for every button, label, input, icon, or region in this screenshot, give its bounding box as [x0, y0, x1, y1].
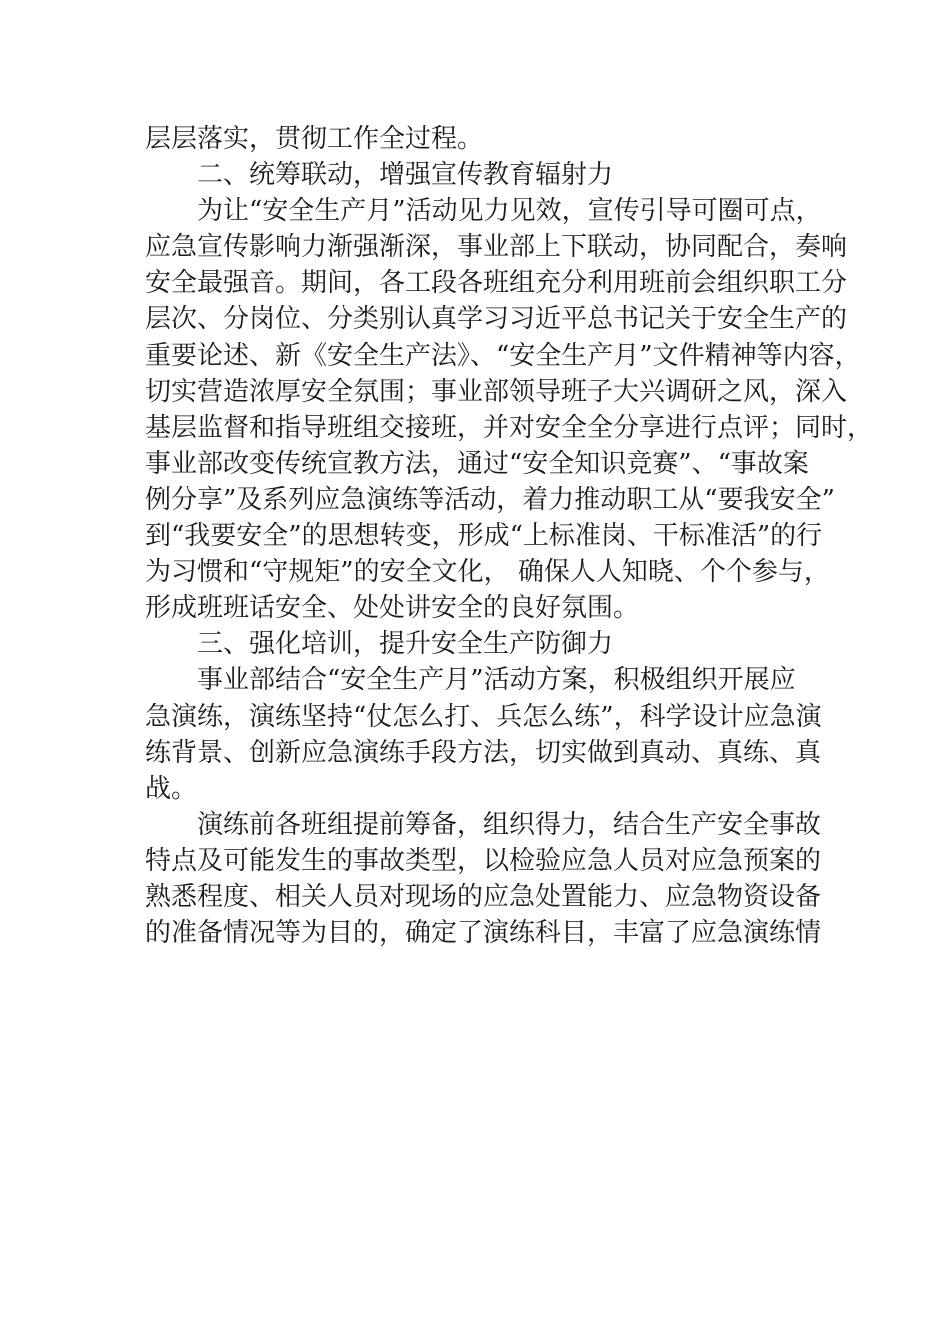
text-line: 战。	[145, 773, 198, 804]
text-line: 形成班班话安全、处处讲安全的良好氛围。	[145, 593, 640, 624]
text-line: 演练前各班组提前筹备，组织得力，结合生产安全事故	[197, 809, 822, 840]
text-line: 急演练，演练坚持“仗怎么打、兵怎么练”，科学设计应急演	[145, 701, 822, 732]
text-line: 到“我要安全”的思想转变，形成“上标准岗、干标准活”的行	[145, 521, 823, 552]
text-line: 的准备情况等为目的，确定了演练科目，丰富了应急演练情	[145, 918, 822, 949]
text-line: 事业部结合“安全生产月”活动方案，积极组织开展应	[197, 665, 796, 696]
text-line: 基层监督和指导班组交接班，并对安全全分享进行点评；同时，	[145, 412, 874, 443]
text-line: 为让“安全生产月”活动见力见效，宣传引导可圈可点，	[197, 196, 822, 227]
body-text	[145, 121, 874, 951]
text-line: 特点及可能发生的事故类型，以检验应急人员对应急预案的	[145, 845, 822, 876]
text-line: 二、统筹联动，增强宣传教育辐射力	[197, 160, 614, 191]
text-line: 例分享”及系列应急演练等活动，着力推动职工从“要我安全”	[145, 484, 835, 515]
text-line: 安全最强音。期间，各工段各班组充分利用班前会组织职工分	[145, 268, 848, 299]
text-line: 层次、分岗位、分类别认真学习习近平总书记关于安全生产的	[145, 304, 848, 335]
text-line: 三、强化培训，提升安全生产防御力	[197, 629, 614, 660]
text-line: 为习惯和“守规矩”的安全文化， 确保人人知晓、个个参与，	[145, 557, 830, 588]
text-line: 层层落实，贯彻工作全过程。	[145, 124, 484, 154]
text-line: 事业部改变传统宣教方法，通过“安全知识竞赛”、“事故案	[145, 448, 809, 479]
text-line: 重要论述、新《安全生产法》、“安全生产月”文件精神等内容，	[145, 340, 861, 371]
text-line: 熟悉程度、相关人员对现场的应急处置能力、应急物资设备	[145, 881, 822, 912]
text-line: 切实营造浓厚安全氛围；事业部领导班子大兴调研之风，深入	[145, 376, 848, 407]
text-line: 应急宣传影响力渐强渐深，事业部上下联动，协同配合，奏响	[145, 232, 848, 263]
text-line: 练背景、创新应急演练手段方法，切实做到真动、真练、真	[145, 737, 822, 768]
